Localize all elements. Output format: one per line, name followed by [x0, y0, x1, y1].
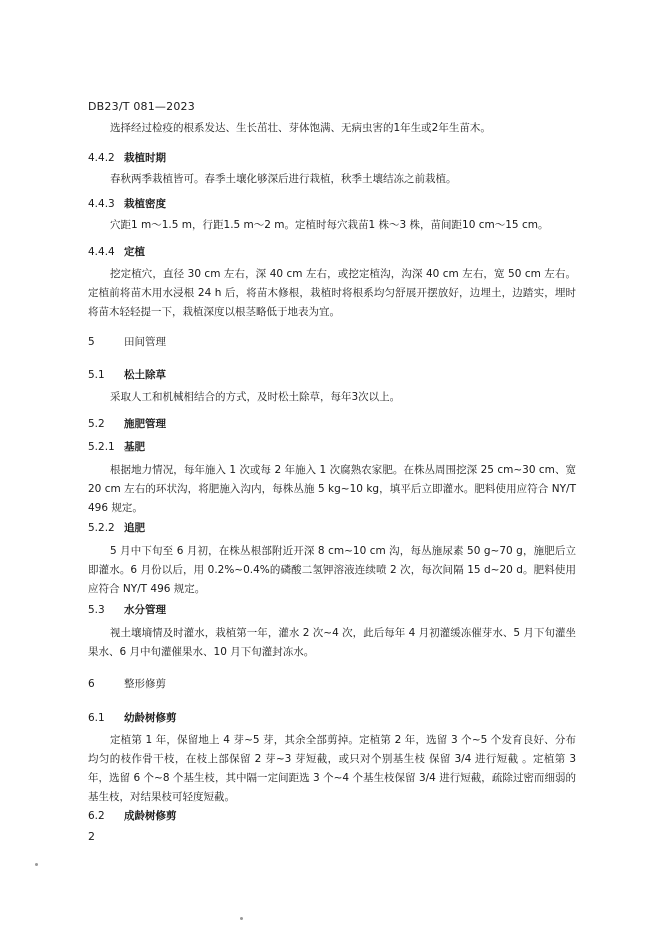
- section-number: 5.2.2: [88, 522, 115, 534]
- section-number: 5: [88, 336, 95, 348]
- section-heading-6: [88, 676, 166, 691]
- paragraph-planting-method: 挖定植穴，直径 30 cm 左右，深 40 cm 左右，或挖定植沟，沟深 40 cm 左右，宽 50 cm 左右。定植前将苗木用水浸根 24 h 后，将苗木修根，栽植时将根系均匀舒展开摆放好，边埋土，边踏实，埋时将苗木轻轻提一下，栽植深度以根茎略低于地表为宜。: [88, 268, 576, 318]
- section-title: 成龄树修剪: [124, 810, 177, 822]
- section-number: 5.3: [88, 604, 105, 616]
- section-title: 追肥: [124, 522, 145, 534]
- section-number: 6.2: [88, 810, 105, 822]
- section-heading-5-1: [88, 367, 166, 382]
- paragraph-young-tree-pruning: 定植第 1 年，保留地上 4 芽~5 芽，其余全部剪掉。定植第 2 年，选留 3 个~5 个发育良好、分布均匀的枝作骨干枝，在枝上部保留 2 芽~3 芽短截，或只对个别基生枝 保留 3/4 进行短截 。定植第 3 年，选留 6 个~8 个基生枝，其中隔一定间距选 3 个~4 个基生枝保留 3/4 进行短截，疏除过密而细弱的基生枝，对结果枝可轻度短截。: [88, 734, 576, 803]
- section-heading-4-4-4: [88, 244, 145, 259]
- paragraph-water-management: 视土壤墒情及时灌水，栽植第一年，灌水 2 次~4 次，此后每年 4 月初灌缓冻催芽水、5 月下旬灌坐果水、6 月中旬灌催果水、10 月下旬灌封冻水。: [88, 627, 576, 658]
- section-title: 水分管理: [124, 604, 166, 616]
- section-number: 4.4.4: [88, 246, 115, 258]
- section-title: 栽植密度: [124, 198, 166, 210]
- section-heading-6-2: [88, 808, 177, 823]
- section-heading-5-2-1: [88, 439, 145, 454]
- paragraph-seedling-selection: 选择经过检疫的根系发达、生长茁壮、芽体饱满、无病虫害的1年生或2年生苗木。: [110, 122, 491, 134]
- section-title: 定植: [124, 246, 145, 258]
- section-title: 田间管理: [124, 336, 166, 348]
- document-code-header: DB23/T 081—2023: [88, 100, 195, 113]
- section-number: 5.2.1: [88, 441, 115, 453]
- section-title: 整形修剪: [124, 678, 166, 690]
- section-heading-6-1: [88, 710, 177, 725]
- section-title: 栽植时期: [124, 152, 166, 164]
- section-heading-5: [88, 334, 166, 349]
- scan-speck: [35, 863, 38, 866]
- section-number: 5.2: [88, 418, 105, 430]
- section-number: 6: [88, 678, 95, 690]
- page-number: 2: [88, 830, 95, 843]
- section-number: 5.1: [88, 369, 105, 381]
- section-heading-5-2: [88, 416, 166, 431]
- section-title: 幼龄树修剪: [124, 712, 177, 724]
- section-title: 施肥管理: [124, 418, 166, 430]
- section-number: 4.4.2: [88, 152, 115, 164]
- section-heading-5-3: [88, 602, 166, 617]
- section-heading-4-4-3: [88, 196, 166, 211]
- paragraph-topdressing: 5 月中下旬至 6 月初，在株丛根部附近开深 8 cm~10 cm 沟，每丛施尿素 50 g~70 g，施肥后立即灌水。6 月份以后，用 0.2%~0.4%的磷酸二氢钾溶液连续喷 2 次，每次间隔 15 d~20 d。肥料使用应符合 NY/T 496 规定。: [88, 545, 576, 595]
- paragraph-planting-density: 穴距1 m～1.5 m，行距1.5 m～2 m。定植时每穴栽苗1 株～3 株，苗间距10 cm～15 cm。: [110, 219, 549, 231]
- section-title: 基肥: [124, 441, 145, 453]
- section-heading-5-2-2: [88, 520, 145, 535]
- section-heading-4-4-2: [88, 150, 166, 165]
- paragraph-base-fertilizer: 根据地力情况，每年施入 1 次或每 2 年施入 1 次腐熟农家肥。在株丛周围挖深 25 cm~30 cm、宽 20 cm 左右的环状沟，将肥施入沟内，每株丛施 5 kg~10 kg，填平后立即灌水。肥料使用应符合 NY/T 496 规定。: [88, 464, 576, 514]
- scan-speck: [240, 917, 243, 920]
- paragraph-planting-time: 春秋两季栽植皆可。春季土壤化够深后进行栽植，秋季土壤结冻之前栽植。: [110, 173, 457, 185]
- section-number: 6.1: [88, 712, 105, 724]
- section-title: 松土除草: [124, 369, 166, 381]
- section-number: 4.4.3: [88, 198, 115, 210]
- paragraph-weeding: 采取人工和机械相结合的方式，及时松土除草，每年3次以上。: [110, 391, 401, 403]
